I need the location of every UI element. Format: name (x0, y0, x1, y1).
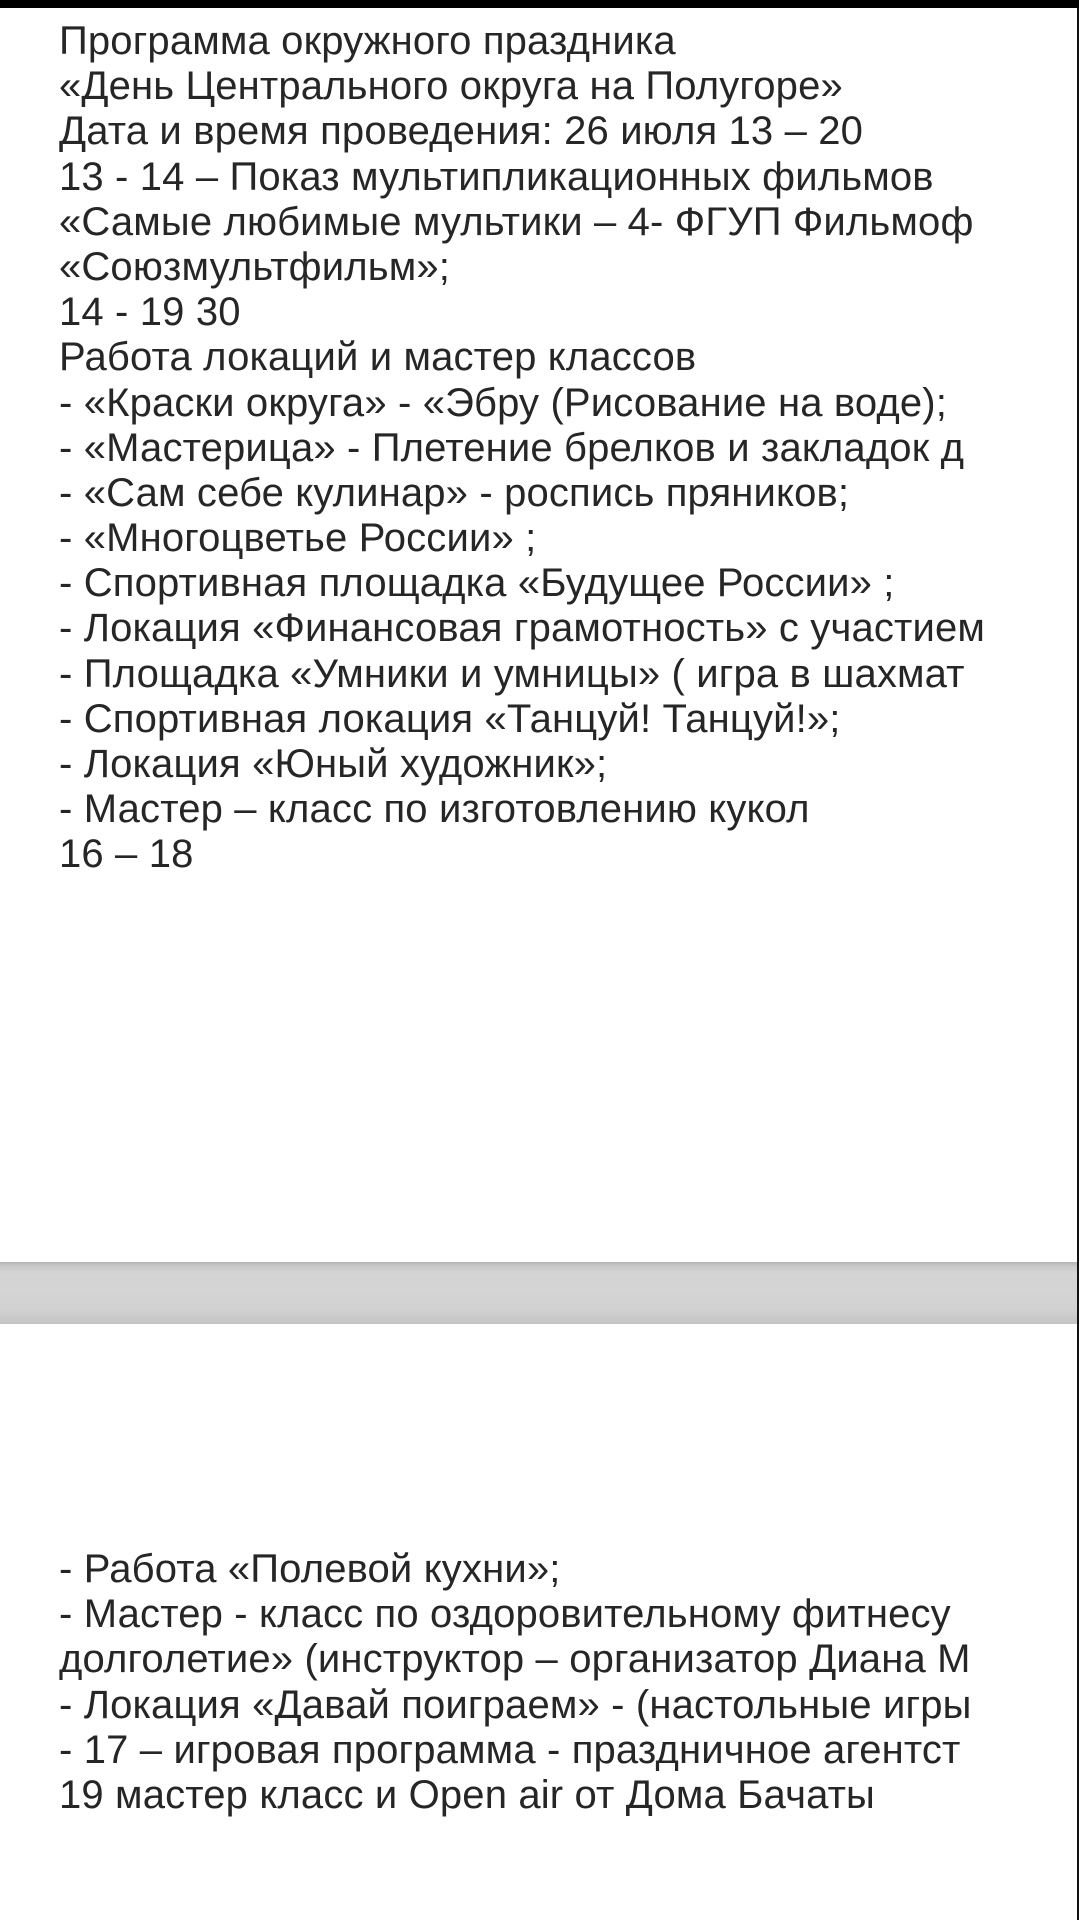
document-title: Программа окружного праздника (59, 19, 676, 63)
page-1-text (59, 19, 985, 878)
list-item: - 17 – игровая программа - праздничное агентст (59, 1727, 961, 1772)
document-page-1[interactable] (0, 8, 1079, 1262)
list-item: - «Мастерица» - Плетение брелков и закладок д (59, 425, 965, 470)
text-line: 13 - 14 – Показ мультипликационных фильмов (59, 154, 934, 199)
section-heading: Работа локаций и мастер классов (59, 335, 697, 380)
time-slot: 16 – 18 (59, 832, 194, 877)
list-item: - Локация «Давай поиграем» - (настольные игры (59, 1682, 972, 1727)
list-item: - «Многоцветье России» ; (59, 516, 537, 561)
page-divider (0, 1262, 1079, 1324)
text-line: «Союзмультфильм»; (59, 244, 451, 289)
time-slot: 14 - 19 30 (59, 290, 241, 335)
document-page-2[interactable] (0, 1324, 1079, 1920)
list-item: - Мастер – класс по изготовлению кукол (59, 787, 810, 832)
list-item: - Площадка «Умники и умницы» ( игра в шахмат (59, 651, 965, 696)
list-item: - Мастер - класс по оздоровительному фитнесу (59, 1592, 951, 1637)
event-name: «День Центрального округа на Полугоре» (59, 64, 843, 109)
text-line: долголетие» (инструктор – организатор Диана М (59, 1637, 971, 1682)
text-line: «Самые любимые мультики – 4- ФГУП Фильмоф (59, 199, 974, 244)
text-line: 19 мастер класс и Open air от Дома Бачаты (59, 1772, 875, 1817)
list-item: - Локация «Юный художник»; (59, 742, 608, 786)
list-item: - Работа «Полевой кухни»; (59, 1547, 561, 1591)
status-bar (0, 0, 1079, 8)
page-2-text (59, 1547, 972, 1818)
list-item: - «Краски округа» - «Эбру (Рисование на воде); (59, 380, 947, 425)
list-item: - «Сам себе кулинар» - роспись пряников; (59, 470, 850, 515)
list-item: - Спортивная площадка «Будущее России» ; (59, 561, 895, 606)
list-item: - Локация «Финансовая грамотность» с участием (59, 606, 986, 651)
list-item: - Спортивная локация «Танцуй! Танцуй!»; (59, 696, 841, 741)
event-date-time: Дата и время проведения: 26 июля 13 – 20 (59, 109, 864, 154)
